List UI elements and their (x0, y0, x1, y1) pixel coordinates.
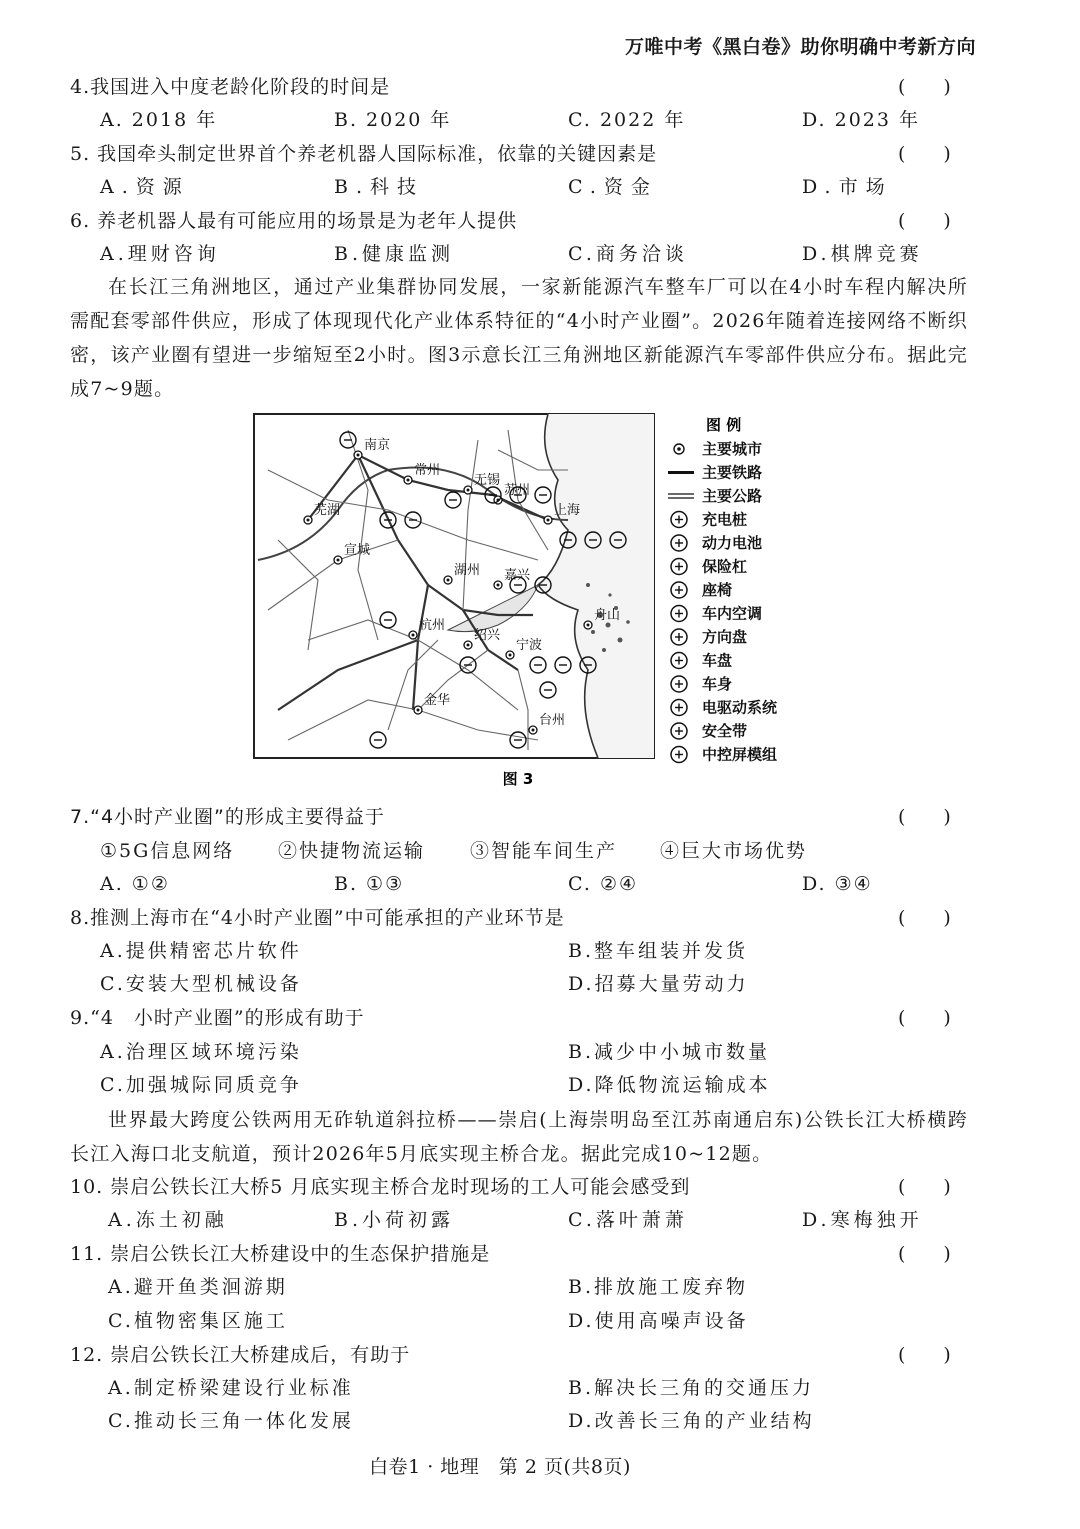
option-b[interactable]: B.解决长三角的交通压力 (568, 1377, 815, 1399)
statement-4: ④巨大市场优势 (660, 840, 808, 862)
question-5-options (0, 172, 1080, 202)
question-stem: 7.“4小时产业圈”的形成主要得益于 (70, 806, 385, 828)
option-b[interactable]: B. 2020 年 (334, 109, 452, 131)
question-stem: 5. 我国牵头制定世界首个养老机器人国际标准，依靠的关键因素是 (70, 143, 658, 165)
question-9 (0, 1003, 1080, 1033)
question-10 (0, 1172, 1080, 1202)
railway-line-icon (668, 464, 762, 482)
answer-blank[interactable]: ( ) (898, 1344, 951, 1366)
question-8-options-row-2 (0, 969, 1080, 999)
city-label: 苏州 (504, 483, 531, 498)
bumper-icon (671, 558, 747, 576)
option-d[interactable]: D.改善长三角的产业结构 (568, 1410, 815, 1432)
statement-1: ①5G信息网络 (100, 840, 235, 862)
air-conditioner-icon (671, 605, 762, 623)
question-11-options-row-1 (0, 1272, 1080, 1302)
option-a[interactable]: A. 2018 年 (100, 109, 218, 131)
question-11-options-row-2 (0, 1306, 1080, 1336)
charging-pile-icon (671, 511, 747, 529)
question-12-options-row-2 (0, 1406, 1080, 1436)
question-8-options-row-1 (0, 936, 1080, 966)
question-12-options-row-1 (0, 1373, 1080, 1403)
legend-label: 车内空调 (702, 604, 763, 623)
reading-passage-1: 在长江三角洲地区，通过产业集群协同发展，一家新能源汽车整车厂可以在4小时车程内解决所需配套零部件供应，形成了体现现代化产业体系特征的“4小时产业圈”。2026年随着连接网络不断织密，该产业圈有望进一步缩短至2小时。图3示意长江三角洲地区新能源汽车零部件供应分布。据此完成7~9题。 (70, 276, 968, 400)
legend-label: 充电桩 (702, 510, 748, 529)
option-a[interactable]: A.理财咨询 (100, 243, 220, 265)
answer-blank[interactable]: ( ) (898, 907, 951, 929)
statement-2: ②快捷物流运输 (278, 840, 426, 862)
question-stem: 6. 养老机器人最有可能应用的场景是为老年人提供 (70, 210, 518, 232)
option-c[interactable]: C.资金 (568, 176, 658, 198)
question-6 (0, 206, 1080, 236)
question-6-options (0, 239, 1080, 269)
option-d[interactable]: D.寒梅独开 (802, 1209, 923, 1231)
question-stem: 12. 崇启公铁长江大桥建成后，有助于 (70, 1344, 411, 1366)
seat-belt-icon (671, 722, 747, 740)
question-12 (0, 1340, 1080, 1370)
option-d[interactable]: D.招募大量劳动力 (568, 973, 749, 995)
option-b[interactable]: B.整车组装并发货 (568, 940, 749, 962)
option-c[interactable]: C.植物密集区施工 (108, 1310, 288, 1332)
option-a[interactable]: A.资源 (100, 176, 190, 198)
control-screen-icon (671, 746, 777, 764)
option-c[interactable]: C.加强城际同质竞争 (100, 1074, 302, 1096)
question-5 (0, 139, 1080, 169)
city-label: 舟山 (594, 608, 621, 623)
option-b[interactable]: B. ①③ (334, 873, 405, 895)
city-label: 无锡 (474, 473, 501, 488)
car-body-icon (671, 675, 732, 693)
legend-label: 主要铁路 (702, 463, 763, 482)
question-stem: 8.推测上海市在“4小时产业圈”中可能承担的产业环节是 (70, 907, 565, 929)
option-a[interactable]: A.制定桥梁建设行业标准 (108, 1377, 354, 1399)
question-stem: 4.我国进入中度老龄化阶段的时间是 (70, 76, 391, 98)
legend-label: 主要城市 (702, 440, 763, 458)
legend-label: 座椅 (702, 581, 733, 599)
question-10-options (0, 1205, 1080, 1235)
legend-label: 动力电池 (702, 534, 763, 552)
option-a[interactable]: A.冻土初融 (108, 1209, 228, 1231)
city-label: 宁波 (516, 638, 543, 653)
city-label: 绍兴 (474, 628, 501, 643)
option-b[interactable]: B.健康监测 (334, 243, 455, 265)
chassis-icon (671, 652, 732, 670)
option-b[interactable]: B.小荷初露 (334, 1209, 455, 1231)
answer-blank[interactable]: ( ) (898, 210, 951, 232)
question-8 (0, 903, 1080, 933)
statement-3: ③智能车间生产 (470, 840, 618, 862)
city-label: 常州 (414, 463, 441, 478)
legend-label: 车盘 (702, 651, 733, 670)
question-9-options-row-1 (0, 1037, 1080, 1067)
map-figure (248, 410, 808, 795)
power-battery-icon (671, 534, 762, 552)
answer-blank[interactable]: ( ) (898, 1176, 951, 1198)
legend-title: 图 例 (706, 416, 742, 434)
city-label: 湖州 (454, 563, 481, 578)
electric-drive-icon (671, 699, 777, 717)
option-c[interactable]: C. 2022 年 (568, 109, 686, 131)
question-4 (0, 72, 1080, 102)
option-a[interactable]: A. ①② (100, 873, 170, 895)
page-header: 万唯中考《黑白卷》助你明确中考新方向 (624, 36, 976, 58)
option-a[interactable]: A.治理区域环境污染 (100, 1041, 302, 1063)
city-label: 台州 (539, 713, 566, 728)
question-7-options (0, 869, 1080, 899)
legend-label: 方向盘 (702, 628, 748, 646)
option-d[interactable]: D.降低物流运输成本 (568, 1074, 771, 1096)
question-4-options (0, 105, 1080, 135)
city-label: 杭州 (419, 618, 446, 633)
answer-blank[interactable]: ( ) (898, 1007, 951, 1029)
option-a[interactable]: A.避开鱼类洄游期 (108, 1276, 288, 1298)
city-label: 南京 (364, 438, 391, 453)
option-d[interactable]: D.使用高噪声设备 (568, 1310, 749, 1332)
option-d[interactable]: D.棋牌竞赛 (802, 243, 923, 265)
highway-line-icon (668, 487, 762, 505)
option-c[interactable]: C.推动长三角一体化发展 (108, 1410, 354, 1432)
figure-caption: 图 3 (502, 770, 534, 788)
question-11 (0, 1239, 1080, 1269)
steering-wheel-icon (671, 628, 747, 646)
legend-label: 安全带 (702, 722, 748, 740)
city-label: 上海 (554, 503, 581, 518)
question-stem: 11. 崇启公铁长江大桥建设中的生态保护措施是 (70, 1243, 491, 1265)
question-7-items (0, 836, 1080, 866)
option-c[interactable]: C.商务洽谈 (568, 243, 688, 265)
question-7 (0, 802, 1080, 832)
option-b[interactable]: B.科技 (334, 176, 425, 198)
legend-label: 主要公路 (702, 487, 763, 505)
option-c[interactable]: C.安装大型机械设备 (100, 973, 302, 995)
city-dot-icon (674, 440, 762, 458)
legend-label: 车身 (702, 675, 733, 693)
seat-icon (671, 581, 732, 599)
option-d[interactable]: D. 2023 年 (802, 109, 921, 131)
answer-blank[interactable]: ( ) (898, 143, 951, 165)
answer-blank[interactable]: ( ) (898, 76, 951, 98)
city-label: 宣城 (344, 543, 371, 558)
option-b[interactable]: B.减少中小城市数量 (568, 1041, 771, 1063)
legend-label: 电驱动系统 (702, 698, 778, 717)
city-label: 金华 (424, 693, 451, 708)
city-label: 嘉兴 (504, 568, 531, 583)
option-c[interactable]: C. ②④ (568, 873, 639, 895)
option-a[interactable]: A.提供精密芯片软件 (100, 940, 302, 962)
option-d[interactable]: D. ③④ (802, 873, 873, 895)
page-footer: 白卷1 · 地理 第 2 页(共8页) (369, 1456, 631, 1478)
answer-blank[interactable]: ( ) (898, 1243, 951, 1265)
answer-blank[interactable]: ( ) (898, 806, 951, 828)
option-d[interactable]: D.市场 (802, 176, 893, 198)
option-c[interactable]: C.落叶萧萧 (568, 1209, 688, 1231)
city-label: 芜湖 (314, 503, 341, 518)
legend-label: 中控屏模组 (702, 745, 778, 764)
option-b[interactable]: B.排放施工废弃物 (568, 1276, 749, 1298)
question-9-options-row-2 (0, 1070, 1080, 1100)
reading-passage-2: 世界最大跨度公铁两用无砟轨道斜拉桥——崇启(上海崇明岛至江苏南通启东)公铁长江大桥横跨长江入海口北支航道，预计2026年5月底实现主桥合龙。据此完成10~12题。 (70, 1109, 968, 1165)
legend-label: 保险杠 (702, 557, 748, 576)
question-stem: 10. 崇启公铁长江大桥5 月底实现主桥合龙时现场的工人可能会感受到 (70, 1176, 691, 1198)
question-stem: 9.“4 小时产业圈”的形成有助于 (70, 1007, 365, 1029)
